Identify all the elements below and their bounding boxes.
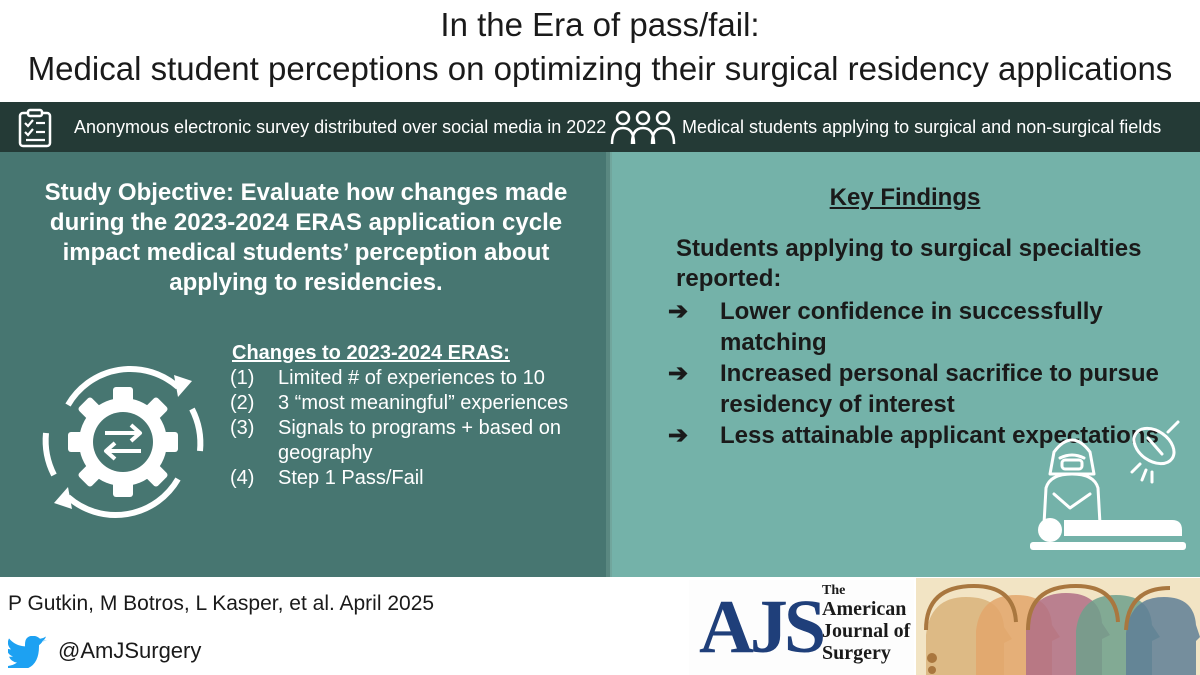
list-item	[668, 358, 1168, 420]
survey-method-text: Anonymous electronic survey distributed over social media in 2022	[74, 117, 607, 137]
changes-heading: Changes to 2023-2024 ERAS:	[232, 342, 510, 364]
list-number: (1)	[230, 367, 255, 389]
page-title: In the Era of pass/fail:	[440, 6, 760, 43]
author-citation: P Gutkin, M Botros, L Kasper, et al. April 2025	[8, 592, 435, 615]
key-findings-heading: Key Findings	[829, 184, 981, 211]
list-text: Less attainable applicant expectations	[720, 422, 1159, 449]
logo-journal-name: The American Journal of Surgery	[822, 583, 911, 664]
findings-intro: Students applying to surgical specialties reported:	[676, 235, 1142, 292]
participants-text: Medical students applying to surgical and non-surgical fields	[682, 117, 1162, 137]
list-text: 3 “most meaningful” experiences	[278, 392, 569, 414]
list-text: Limited # of experiences to 10	[278, 367, 545, 389]
list-item	[230, 466, 600, 491]
study-objective: Study Objective: Evaluate how changes made during the 2023-2024 ERAS application cycle impact medical students’ perception about applying to residencies.	[44, 179, 568, 296]
people-group-icon	[610, 106, 676, 150]
list-number: (4)	[230, 467, 255, 489]
list-item	[230, 391, 600, 416]
list-item	[230, 366, 600, 391]
arrow-bullet-icon: ➔	[668, 360, 689, 387]
diverse-profiles-illustration	[916, 578, 1200, 675]
clipboard-checklist-icon	[16, 108, 54, 148]
list-number: (3)	[230, 417, 255, 439]
key-findings-panel	[610, 152, 1200, 577]
page-subtitle: Medical student perceptions on optimizing their surgical residency applications	[27, 50, 1173, 87]
list-text: Lower confidence in successfully matching	[720, 298, 1103, 356]
list-text: Signals to programs + based on geography	[278, 417, 561, 464]
arrow-bullet-icon: ➔	[668, 298, 689, 325]
list-text: Step 1 Pass/Fail	[278, 467, 424, 489]
list-item	[668, 296, 1168, 358]
arrow-bullet-icon: ➔	[668, 422, 689, 449]
twitter-handle-link[interactable]: @AmJSurgery	[58, 638, 202, 663]
logo-abbreviation: AJS	[699, 585, 823, 669]
journal-logo	[689, 580, 914, 675]
gear-exchange-cycle-icon	[28, 347, 218, 537]
list-text: Increased personal sacrifice to pursue residency of interest	[720, 360, 1159, 418]
changes-list	[230, 366, 600, 491]
list-item	[230, 416, 600, 466]
head-silhouettes-art	[916, 578, 1200, 675]
surgeon-operating-icon	[1020, 414, 1196, 554]
study-objective-panel	[0, 152, 610, 577]
title-area	[0, 0, 1200, 100]
panel-divider	[606, 152, 612, 577]
twitter-bird-icon[interactable]	[8, 636, 48, 668]
list-number: (2)	[230, 392, 255, 414]
methods-banner	[0, 102, 1200, 152]
